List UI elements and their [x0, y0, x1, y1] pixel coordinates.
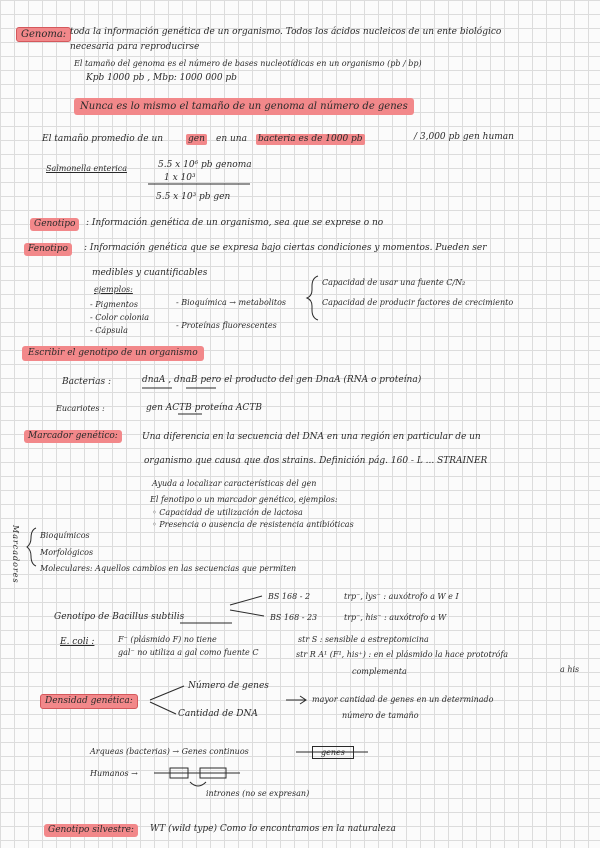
fenotipo-marcador-text: El fenotipo o un marcador genético, ejemplos: — [150, 495, 338, 504]
promedio-mid: en una — [216, 134, 247, 144]
bs168-2: BS 168 - 2 — [268, 592, 311, 601]
bacterias-label: Bacterias : — [62, 377, 112, 387]
densidad-branch-top — [150, 686, 184, 700]
ejemplo-lactosa: ◦ Capacidad de utilización de lactosa — [152, 508, 303, 517]
salmonella-label: Salmonella enterica — [46, 164, 127, 173]
str-s: str S : sensible a estreptomicina — [298, 635, 429, 644]
intrones-text: intrones (no se expresan) — [206, 789, 310, 798]
bacterias-text: dnaA , dnaB pero el producto del gen DnaA (RNA o proteína) — [142, 375, 422, 385]
capsula-item: - Cápsula — [90, 326, 128, 335]
bs168-23-genotype: trp⁻, his⁻ : auxótrofo a W — [344, 613, 447, 622]
escribir-banner: Escribir el genotipo de un organismo — [22, 346, 204, 361]
str-r: str R A¹ (F¹, his⁺) : en el plásmido la hace prototrófa — [296, 650, 509, 659]
genes-box: genes — [312, 746, 354, 759]
complementa-text: complementa — [352, 667, 407, 676]
salmonella-result: 5.5 x 10³ pb gen — [156, 192, 231, 202]
densidad-label: Densidad genética: — [40, 694, 138, 709]
ayuda-text: Ayuda a localizar características del gen — [152, 479, 317, 488]
ecoli-label: E. coli : — [60, 637, 95, 647]
marcadores-brace — [27, 528, 36, 566]
fenotipo-brace — [307, 276, 318, 320]
promedio-bacteria: bacteria es de 1000 pb — [258, 134, 363, 144]
wt-text: WT (wild type) Como lo encontramos en la naturaleza — [150, 824, 396, 834]
wt-label: Genotipo silvestre: — [44, 824, 138, 837]
genotipo-label: Genotipo — [30, 218, 79, 231]
capacidad-1: Capacidad de usar una fuente C/N₂ — [322, 278, 466, 287]
humanos-text: Humanos → — [90, 769, 138, 778]
pigmentos-item: - Pigmentos — [90, 300, 138, 309]
kpb-text: Kpb 1000 pb , Mbp: 1000 000 pb — [86, 73, 237, 83]
nunca-banner: Nunca es lo mismo el tamaño de un genoma al número de genes — [74, 98, 414, 115]
fenotipo-text-2: medibles y cuantificables — [92, 268, 208, 278]
numero-genes: Número de genes — [188, 681, 269, 691]
capacidad-2: Capacidad de producir factores de crecimiento — [322, 298, 514, 307]
genotipo-bacillus: Genotipo de Bacillus subtilis — [54, 612, 185, 622]
genoma-text-1: toda la información genética de un organismo. Todos los ácidos nucleicos de un ente biológico — [70, 27, 502, 37]
marcador-label: Marcador genético: — [24, 430, 122, 443]
morfologicos-item: Morfológicos — [40, 548, 94, 557]
bioquimica-item: - Bioquímica → metabolitos — [176, 298, 287, 307]
genoma-label: Genoma: — [16, 27, 71, 42]
arqueas-text: Arqueas (bacterias) → Genes continuos — [90, 747, 249, 756]
bacillus-branch-bottom — [230, 610, 264, 616]
a-his: a his — [560, 665, 580, 674]
ecoli-gal: gal⁻ no utiliza a gal como fuente C — [118, 648, 259, 657]
ecoli-f: F⁻ (plásmido F) no tiene — [118, 635, 217, 644]
salmonella-denominator: 1 x 10³ — [164, 173, 196, 183]
marcador-text-2: organismo que causa que dos strains. Definición pág. 160 - L ... STRAINER — [144, 456, 488, 466]
genotipo-text: : Información genética de un organismo, sea que se exprese o no — [86, 218, 384, 228]
promedio-post: / 3,000 pb gen human — [414, 132, 514, 142]
tamano-text: El tamaño del genoma es el número de bases nucleotídicas en un organismo (pb / bp) — [74, 59, 422, 68]
mayor-text-2: número de tamaño — [342, 711, 419, 720]
intron-loop — [190, 782, 206, 786]
promedio-pre: El tamaño promedio de un — [42, 134, 164, 144]
ejemplos-label: ejemplos: — [94, 285, 133, 294]
marcadores-vertical-label: Marcadores — [11, 525, 20, 584]
bs168-2-genotype: trp⁻, lys⁻ : auxótrofo a W e I — [344, 592, 459, 601]
marcador-text-1: Una diferencia en la secuencia del DNA en una región en particular de un — [142, 432, 481, 442]
proteinas-item: - Proteínas fluorescentes — [176, 321, 277, 330]
ejemplo-antibioticos: ◦ Presencia o ausencia de resistencia antibióticas — [152, 520, 354, 529]
bioquimicos-item: Bioquímicos — [40, 531, 90, 540]
bacillus-branch-top — [230, 596, 262, 605]
cantidad-dna: Cantidad de DNA — [178, 709, 258, 719]
mayor-text-1: mayor cantidad de genes en un determinado — [312, 695, 494, 704]
moleculares-item: Moleculares: Aquellos cambios en las secuencias que permiten — [40, 564, 297, 573]
fenotipo-label: Fenotipo — [24, 243, 72, 256]
eucariotes-label: Eucariotes : — [56, 404, 105, 413]
salmonella-numerator: 5.5 x 10⁶ pb genoma — [158, 160, 252, 170]
bs168-23: BS 168 - 23 — [270, 613, 318, 622]
densidad-branch-bottom — [150, 702, 176, 714]
eucariotes-text: gen ACTB proteína ACTB — [146, 403, 262, 413]
color-item: - Color colonia — [90, 313, 150, 322]
genoma-text-2: necesaria para reproducirse — [70, 42, 200, 52]
promedio-gen: gen — [188, 134, 205, 144]
fenotipo-text: : Información genética que se expresa bajo ciertas condiciones y momentos. Pueden ser — [84, 243, 487, 253]
